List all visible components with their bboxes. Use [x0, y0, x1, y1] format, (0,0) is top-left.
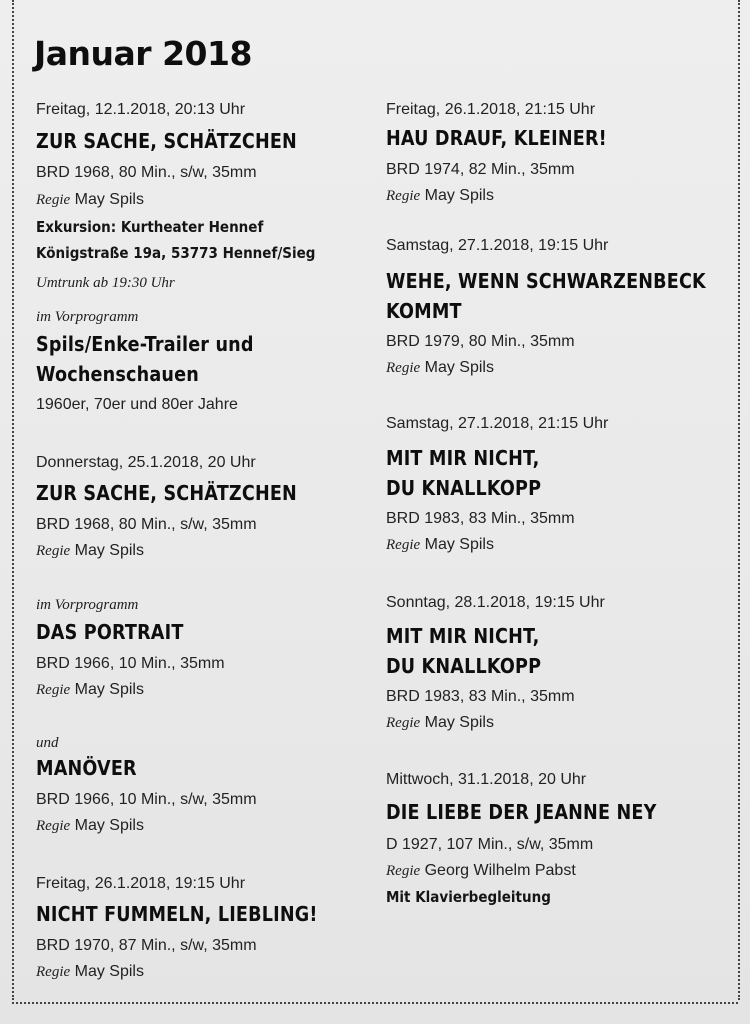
- excursion-line-2: Königstraße 19a, 53773 Hennef/Sieg: [36, 244, 316, 262]
- director-line: [386, 714, 494, 732]
- piano-note: Mit Klavierbegleitung: [386, 888, 551, 906]
- event-date: Mittwoch, 31.1.2018, 20 Uhr: [386, 771, 587, 788]
- director-name: May Spils: [424, 714, 494, 731]
- excursion-line-1: Exkursion: Kurtheater Hennef: [36, 218, 264, 236]
- regie-label: Regie: [36, 818, 71, 834]
- drink-note: Umtrunk ab 19:30 Uhr: [36, 275, 175, 291]
- director-name: May Spils: [424, 187, 494, 204]
- and-info: BRD 1966, 10 Min., s/w, 35mm: [36, 791, 257, 808]
- regie-label: Regie: [386, 188, 421, 204]
- director-name: Georg Wilhelm Pabst: [424, 862, 576, 879]
- event-date: Freitag, 26.1.2018, 21:15 Uhr: [386, 101, 596, 118]
- director-line: [36, 681, 144, 699]
- pre-program-title-1: Spils/Enke-Trailer und: [36, 332, 254, 356]
- and-title: MANÖVER: [36, 756, 137, 780]
- film-info: BRD 1968, 80 Min., s/w, 35mm: [36, 164, 257, 181]
- director-line: [386, 359, 494, 377]
- film-title: ZUR SACHE, SCHÄTZCHEN: [36, 481, 297, 505]
- film-info: BRD 1983, 83 Min., 35mm: [386, 688, 575, 705]
- film-title-1: MIT MIR NICHT,: [386, 446, 540, 470]
- director-line: [36, 817, 144, 835]
- film-title: HAU DRAUF, KLEINER!: [386, 126, 607, 150]
- pre-program-info: BRD 1966, 10 Min., 35mm: [36, 655, 225, 672]
- director-line: [36, 542, 144, 560]
- film-title-2: DU KNALLKOPP: [386, 654, 542, 678]
- pre-program-label: im Vorprogramm: [36, 309, 139, 325]
- film-title: DIE LIEBE DER JEANNE NEY: [386, 800, 657, 824]
- regie-label: Regie: [386, 715, 421, 731]
- director-name: May Spils: [74, 191, 144, 208]
- director-name: May Spils: [74, 542, 144, 559]
- pre-program-info: 1960er, 70er und 80er Jahre: [36, 396, 238, 413]
- film-info: BRD 1970, 87 Min., s/w, 35mm: [36, 937, 257, 954]
- director-name: May Spils: [74, 963, 144, 980]
- director-name: May Spils: [424, 359, 494, 376]
- film-title-2: KOMMT: [386, 299, 462, 323]
- film-info: BRD 1983, 83 Min., 35mm: [386, 510, 575, 527]
- film-title-2: DU KNALLKOPP: [386, 476, 542, 500]
- director-line: [386, 536, 494, 554]
- director-line: [36, 963, 144, 981]
- dotted-border-right: [738, 0, 740, 1000]
- film-info: BRD 1979, 80 Min., 35mm: [386, 333, 575, 350]
- pre-program-label: im Vorprogramm: [36, 597, 139, 613]
- film-info: D 1927, 107 Min., s/w, 35mm: [386, 836, 594, 853]
- director-line: [36, 191, 144, 209]
- regie-label: Regie: [386, 863, 421, 879]
- regie-label: Regie: [386, 360, 421, 376]
- film-title: ZUR SACHE, SCHÄTZCHEN: [36, 129, 297, 153]
- regie-label: Regie: [386, 537, 421, 553]
- regie-label: Regie: [36, 543, 71, 559]
- dotted-border-bottom: [12, 1002, 738, 1004]
- pre-program-title: DAS PORTRAIT: [36, 620, 184, 644]
- event-date: Sonntag, 28.1.2018, 19:15 Uhr: [386, 594, 605, 611]
- film-title: NICHT FUMMELN, LIEBLING!: [36, 902, 318, 926]
- dotted-border-left: [12, 0, 14, 1000]
- film-title-1: WEHE, WENN SCHWARZENBECK: [386, 269, 706, 293]
- regie-label: Regie: [36, 964, 71, 980]
- month-heading: Januar 2018: [34, 34, 252, 73]
- pre-program-title-2: Wochenschauen: [36, 362, 199, 386]
- regie-label: Regie: [36, 192, 71, 208]
- event-date: Freitag, 26.1.2018, 19:15 Uhr: [36, 875, 246, 892]
- event-date: Donnerstag, 25.1.2018, 20 Uhr: [36, 454, 256, 471]
- film-info: BRD 1974, 82 Min., 35mm: [386, 161, 575, 178]
- director-name: May Spils: [424, 536, 494, 553]
- film-info: BRD 1968, 80 Min., s/w, 35mm: [36, 516, 257, 533]
- director-line: [386, 862, 576, 880]
- and-label: und: [36, 735, 59, 751]
- director-name: May Spils: [74, 681, 144, 698]
- event-date: Samstag, 27.1.2018, 19:15 Uhr: [386, 237, 609, 254]
- event-date: Samstag, 27.1.2018, 21:15 Uhr: [386, 415, 609, 432]
- director-name: May Spils: [74, 817, 144, 834]
- regie-label: Regie: [36, 682, 71, 698]
- event-date: Freitag, 12.1.2018, 20:13 Uhr: [36, 101, 246, 118]
- director-line: [386, 187, 494, 205]
- film-title-1: MIT MIR NICHT,: [386, 624, 540, 648]
